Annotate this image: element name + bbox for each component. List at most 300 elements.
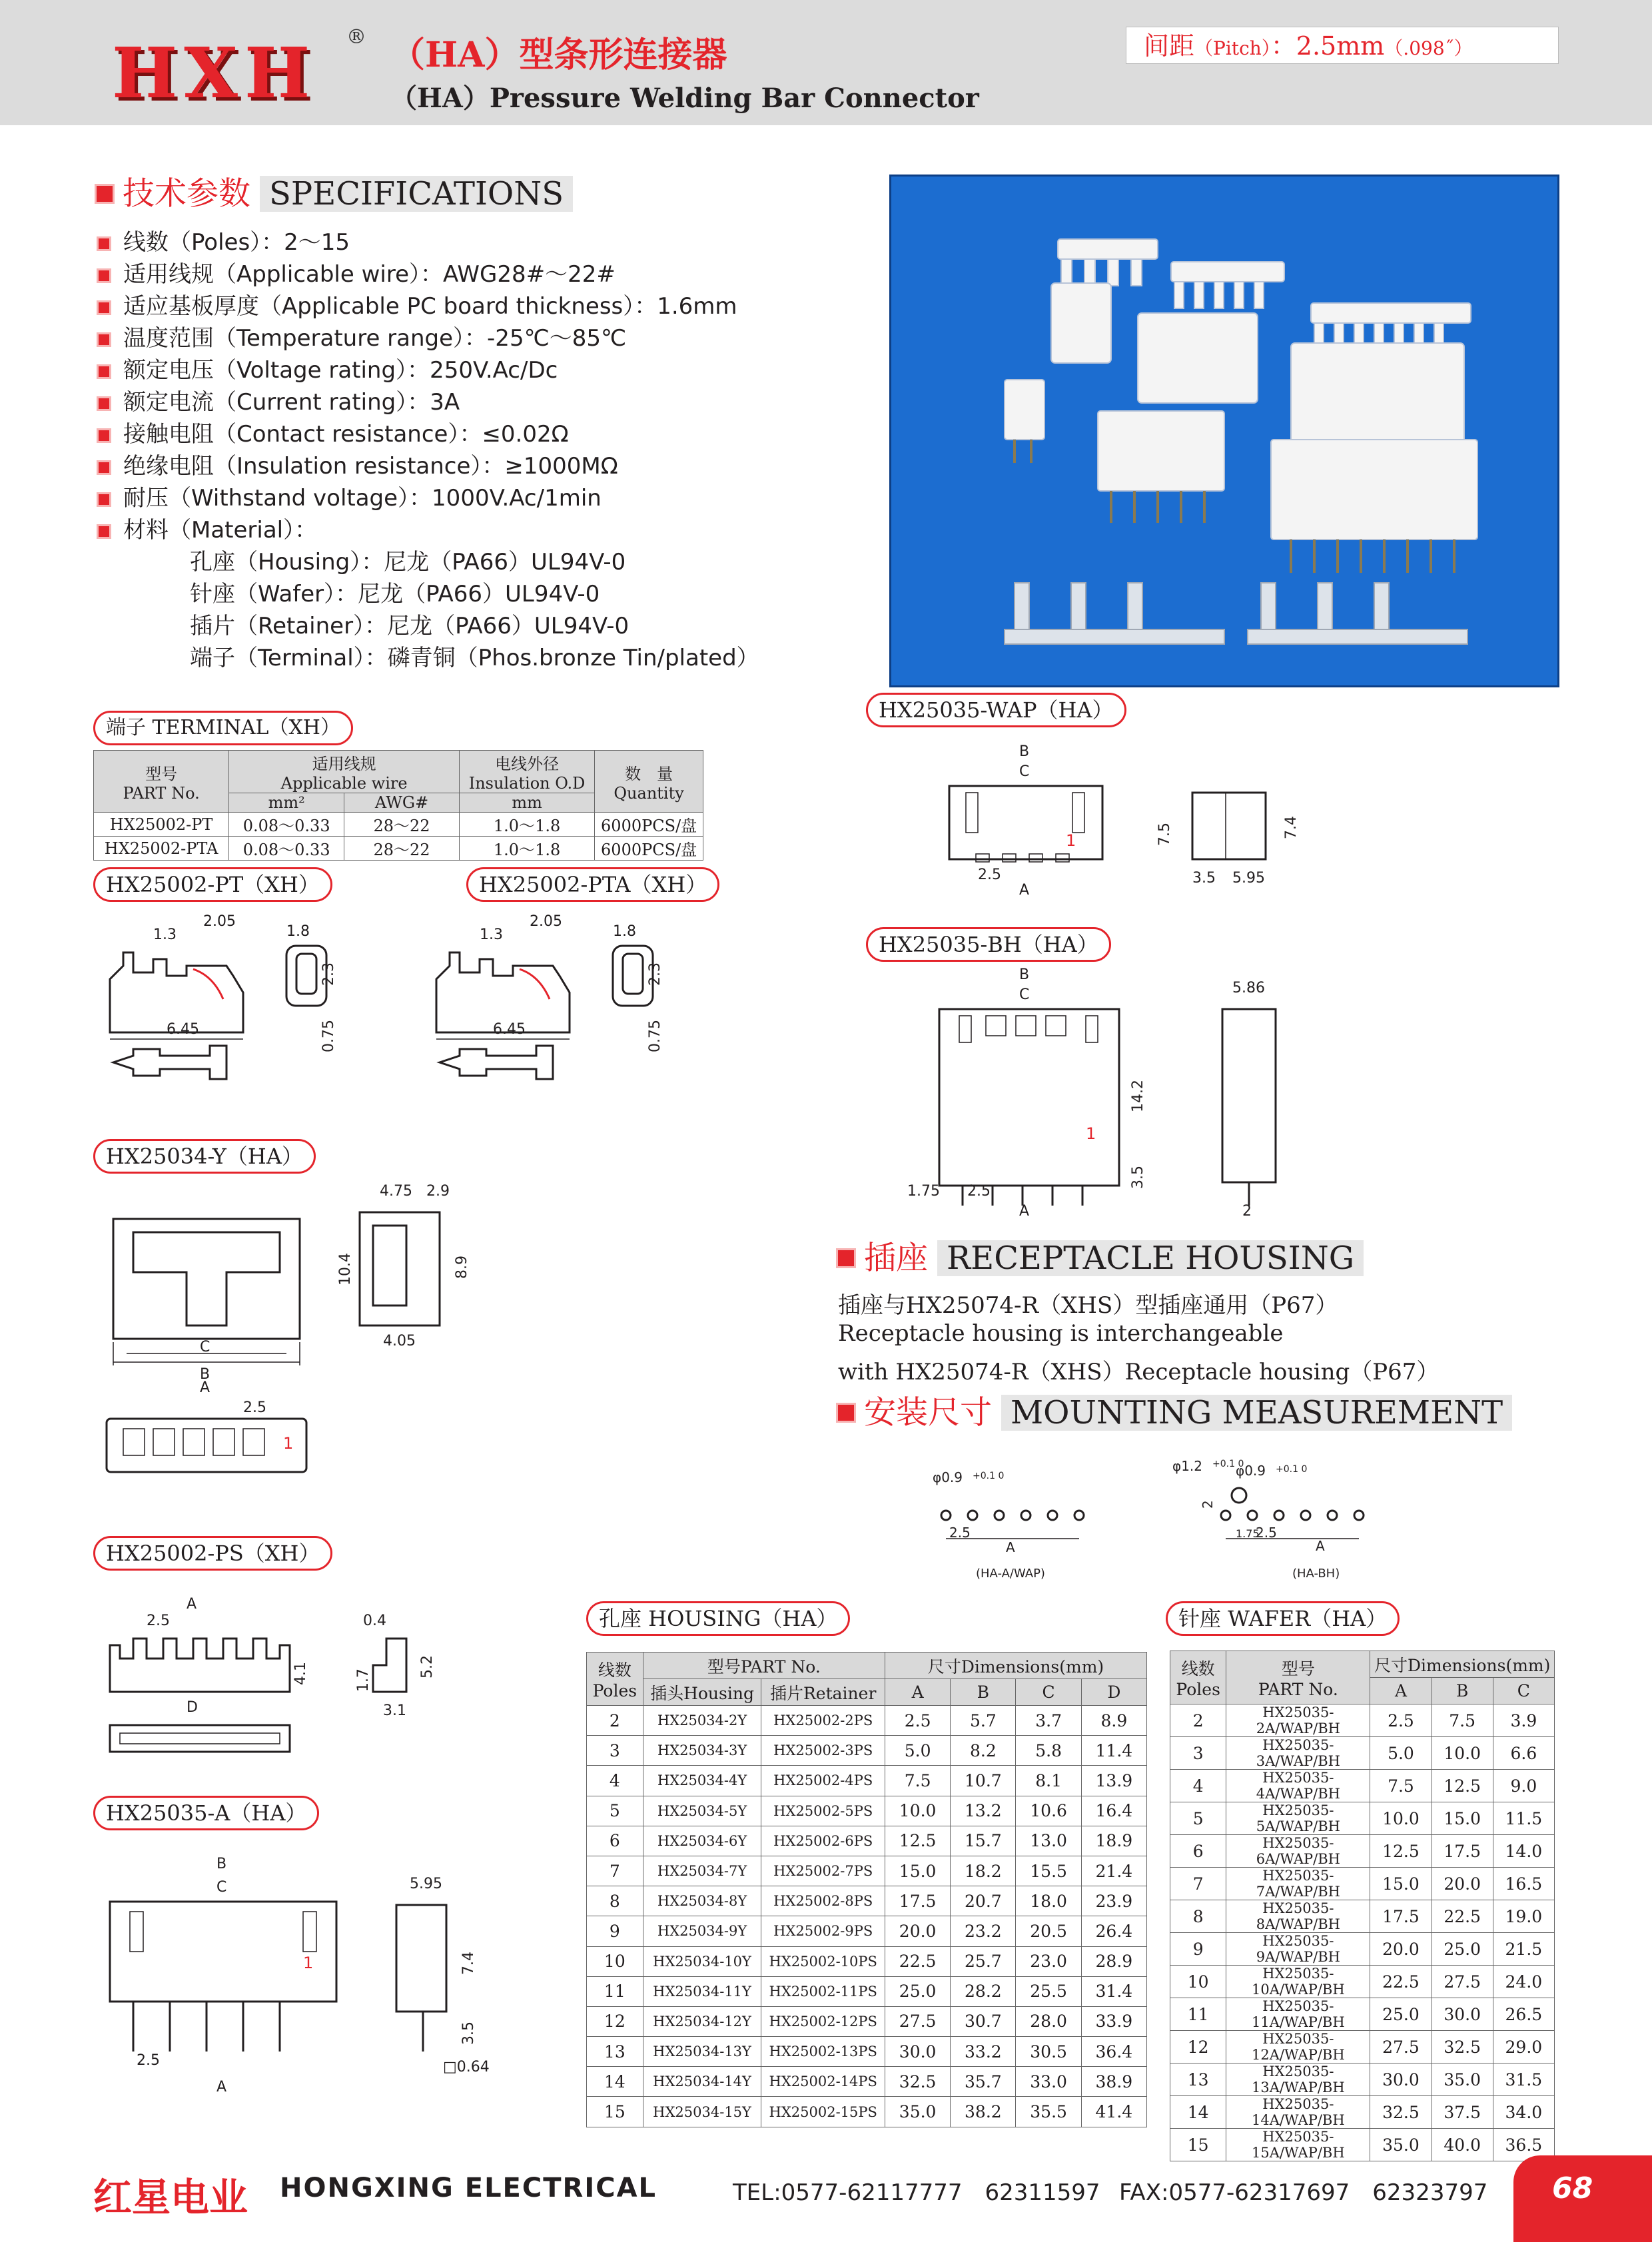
spec-text: 额定电流（Current rating）：3A [123, 389, 460, 416]
cell-a: 10.0 [1370, 1802, 1432, 1835]
label-bh: HX25035-BH（HA） [866, 927, 1111, 962]
cell-b: 30.7 [951, 2006, 1016, 2036]
cell-c: 8.1 [1016, 1766, 1081, 1796]
cell-a: 20.0 [1370, 1933, 1432, 1966]
mounting-ha-a-wap [919, 1459, 1132, 1585]
cell-a: 17.5 [1370, 1900, 1432, 1933]
bullet-icon [97, 396, 111, 411]
cell-poles: 15 [1170, 2129, 1226, 2161]
connector-illustration [891, 177, 1557, 685]
cell-c: 11.5 [1493, 1802, 1554, 1835]
col-od-en: Insulation O.D [468, 774, 586, 793]
dim-a: A [1019, 1203, 1030, 1220]
dim-2: 2 [1242, 1203, 1252, 1220]
cell-a: 5.0 [1370, 1737, 1432, 1770]
dim-6-45: 6.45 [493, 1021, 526, 1038]
cell-part: HX25002-PTA [94, 837, 229, 861]
bullet-icon [97, 268, 111, 283]
cell-retainer: HX25002-10PS [761, 1946, 885, 1976]
col-qty-en: Quantity [614, 783, 684, 803]
cell-a: 27.5 [1370, 2031, 1432, 2063]
cell-b: 35.0 [1432, 2063, 1493, 2096]
cell-a: 30.0 [885, 2037, 951, 2067]
spec-item [97, 482, 829, 514]
dim-a: A [200, 1379, 210, 1396]
cell-c: 3.7 [1016, 1706, 1081, 1736]
pt-drawing [93, 913, 380, 1112]
cell-poles: 9 [1170, 1933, 1226, 1966]
col-wire [229, 751, 460, 793]
table-row [1170, 1966, 1555, 1998]
dim-pitch: 2.5 [967, 1183, 991, 1200]
cell-poles: 15 [587, 2097, 643, 2127]
dim-c: C [200, 1339, 210, 1355]
cell-housing: HX25034-7Y [643, 1856, 761, 1886]
spec-text: 适用线规（Applicable wire）：AWG28#～22# [123, 261, 616, 288]
cell-poles: 3 [587, 1736, 643, 1766]
dim-pitch: 2.5 [243, 1399, 266, 1416]
table-row [1170, 1933, 1555, 1966]
cell-housing: HX25034-8Y [643, 1886, 761, 1916]
col-poles-en: Poles [1176, 1680, 1220, 1699]
dim-8-9: 8.9 [454, 1256, 470, 1279]
dim-pitch: 2.5 [1256, 1525, 1277, 1541]
cell-part: HX25002-PT [94, 813, 229, 837]
dim-1-8: 1.8 [286, 923, 310, 940]
cell-a: 22.5 [1370, 1966, 1432, 1998]
pin-one-mark: 1 [283, 1434, 294, 1453]
footer-tel: TEL:0577-62117777 62311597 [733, 2179, 1100, 2206]
col-part [1226, 1651, 1370, 1704]
cell-b: 25.7 [951, 1946, 1016, 1976]
cell-c: 31.5 [1493, 2063, 1554, 2096]
col-qty [595, 751, 703, 813]
cell-od: 1.0～1.8 [459, 813, 594, 837]
cell-retainer: HX25002-8PS [761, 1886, 885, 1916]
table-row [587, 1976, 1147, 2006]
cell-part: HX25035-4A/WAP/BH [1226, 1770, 1370, 1802]
receptacle-line-2: Receptacle housing is interchangeable [838, 1320, 1284, 1347]
bullet-icon [97, 364, 111, 379]
cell-poles: 10 [587, 1946, 643, 1976]
cell-poles: 8 [587, 1886, 643, 1916]
cell-poles: 14 [587, 2067, 643, 2097]
pitch-colon: ： [1270, 31, 1296, 61]
hole-diameter-small: φ0.9 [1236, 1463, 1266, 1479]
cell-c: 14.0 [1493, 1835, 1554, 1868]
bullet-icon [97, 236, 111, 251]
dim-2-05: 2.05 [203, 913, 236, 930]
col-a: A [1370, 1678, 1432, 1704]
spec-item [97, 386, 829, 418]
section-bullet-icon [95, 184, 115, 204]
section-bullet-icon [836, 1403, 856, 1423]
section-bullet-icon [836, 1248, 856, 1268]
col-model [94, 751, 229, 813]
cell-d: 18.9 [1081, 1826, 1146, 1856]
col-awg: AWG# [344, 793, 460, 813]
spec-text: 适应基板厚度（Applicable PC board thickness）：1.6mm [123, 293, 737, 320]
cell-a: 35.0 [1370, 2129, 1432, 2161]
spec-text: 线数（Poles）：2～15 [123, 229, 350, 256]
cell-b: 33.2 [951, 2037, 1016, 2067]
housing-table [586, 1652, 1147, 2127]
col-housing: 插头Housing [643, 1679, 761, 1706]
dim-4-75: 4.75 [380, 1183, 412, 1200]
label-ps: HX25002-PS（XH） [93, 1536, 332, 1571]
cell-part: HX25035-13A/WAP/BH [1226, 2063, 1370, 2096]
table-row [94, 837, 703, 861]
cell-part: HX25035-8A/WAP/BH [1226, 1900, 1370, 1933]
cell-housing: HX25034-14Y [643, 2067, 761, 2097]
cell-part: HX25035-3A/WAP/BH [1226, 1737, 1370, 1770]
cell-poles: 7 [1170, 1868, 1226, 1900]
cell-c: 9.0 [1493, 1770, 1554, 1802]
cell-d: 38.9 [1081, 2067, 1146, 2097]
cell-b: 10.0 [1432, 1737, 1493, 1770]
cell-poles: 4 [1170, 1770, 1226, 1802]
cell-poles: 9 [587, 1916, 643, 1946]
dim-1-75: 1.75 [1236, 1527, 1260, 1540]
cell-d: 28.9 [1081, 1946, 1146, 1976]
cell-retainer: HX25002-13PS [761, 2037, 885, 2067]
spec-text: 绝缘电阻（Insulation resistance）：≥1000MΩ [123, 453, 618, 480]
col-od-cn: 电线外径 [495, 755, 560, 773]
cell-c: 23.0 [1016, 1946, 1081, 1976]
cell-retainer: HX25002-3PS [761, 1736, 885, 1766]
footer-company-cn: 红星电业 [93, 2175, 248, 2220]
dim-pin-square: □0.64 [443, 2059, 490, 2075]
dim-b: B [216, 1856, 227, 1872]
col-dims: 尺寸Dimensions(mm) [1370, 1651, 1555, 1678]
dim-2: 2 [1200, 1500, 1216, 1509]
cell-housing: HX25034-4Y [643, 1766, 761, 1796]
table-row [587, 2037, 1147, 2067]
dim-b: B [1019, 743, 1030, 760]
a-wafer-drawing [93, 1852, 520, 2118]
cell-housing: HX25034-13Y [643, 2037, 761, 2067]
table-row [587, 1916, 1147, 1946]
cell-c: 15.5 [1016, 1856, 1081, 1886]
dim-14-2: 14.2 [1130, 1080, 1146, 1112]
spec-text: 接触电阻（Contact resistance）：≤0.02Ω [123, 421, 569, 448]
table-row [587, 2097, 1147, 2127]
dim-2-3: 2.3 [647, 962, 663, 986]
table-row [587, 1946, 1147, 1976]
material-item: 孔座（Housing）：尼龙（PA66）UL94V-0 [190, 549, 626, 575]
pin-one-mark: 1 [303, 1954, 314, 1972]
col-poles-cn: 线数 [598, 1661, 631, 1680]
table-row [1170, 1900, 1555, 1933]
page-title-en: （HA）Pressure Welding Bar Connector [390, 83, 979, 114]
mounting-title-en: MOUNTING MEASUREMENT [1001, 1395, 1512, 1431]
cell-b: 15.0 [1432, 1802, 1493, 1835]
terminal-label: 端子 TERMINAL（XH） [93, 711, 353, 745]
label-pt: HX25002-PT（XH） [93, 867, 332, 902]
cell-c: 21.5 [1493, 1933, 1554, 1966]
mounting-title-cn: 安装尺寸 [864, 1393, 993, 1431]
cell-b: 12.5 [1432, 1770, 1493, 1802]
dim-b: B [1019, 966, 1030, 983]
label-pta: HX25002-PTA（XH） [466, 867, 719, 902]
table-row [1170, 1835, 1555, 1868]
table-row [1170, 2031, 1555, 2063]
bullet-icon [97, 524, 111, 539]
cell-d: 36.4 [1081, 2037, 1146, 2067]
dim-3-5: 3.5 [1130, 1166, 1146, 1189]
table-row [1170, 2129, 1555, 2161]
dim-0-75: 0.75 [320, 1020, 337, 1052]
dim-a: A [1006, 1539, 1015, 1555]
cell-a: 17.5 [885, 1886, 951, 1916]
brand-logo: HXH [112, 32, 317, 114]
col-od [459, 751, 594, 793]
table-row [1170, 2096, 1555, 2129]
bullet-icon [97, 300, 111, 315]
specifications-title-cn: 技术参数 [123, 175, 251, 212]
cell-retainer: HX25002-5PS [761, 1796, 885, 1826]
spec-text: 材料（Material）： [123, 517, 318, 544]
cell-a: 10.0 [885, 1796, 951, 1826]
hole-tolerance-2: +0.1 0 [1276, 1464, 1308, 1475]
specifications-heading [95, 175, 573, 212]
cell-b: 7.5 [1432, 1704, 1493, 1737]
cell-part: HX25035-10A/WAP/BH [1226, 1966, 1370, 1998]
dim-1-7: 1.7 [355, 1669, 372, 1692]
cell-part: HX25035-5A/WAP/BH [1226, 1802, 1370, 1835]
table-row [94, 813, 703, 837]
table-row [1170, 1868, 1555, 1900]
pin-one-mark: 1 [1086, 1124, 1096, 1143]
dim-0-4: 0.4 [363, 1613, 386, 1629]
cell-poles: 10 [1170, 1966, 1226, 1998]
wap-drawing [933, 739, 1332, 899]
col-dims: 尺寸Dimensions(mm) [885, 1653, 1147, 1679]
dim-b: B [200, 1366, 210, 1383]
col-poles-cn: 线数 [1181, 1659, 1215, 1679]
pitch-box [1126, 27, 1559, 64]
cell-retainer: HX25002-4PS [761, 1766, 885, 1796]
dim-pitch: 2.5 [137, 2052, 160, 2069]
col-b: B [951, 1679, 1016, 1706]
cell-c: 33.0 [1016, 2067, 1081, 2097]
table-row [1170, 1704, 1555, 1737]
receptacle-title-en: RECEPTACLE HOUSING [937, 1240, 1364, 1276]
spec-item [97, 514, 829, 546]
footer-company-en: HONGXING ELECTRICAL [280, 2173, 657, 2203]
spec-item [97, 354, 829, 386]
dim-pitch: 2.5 [949, 1525, 971, 1541]
cell-c: 16.5 [1493, 1868, 1554, 1900]
table-row [1170, 2063, 1555, 2096]
material-item: 针座（Wafer）：尼龙（PA66）UL94V-0 [190, 581, 600, 607]
cell-retainer: HX25002-2PS [761, 1706, 885, 1736]
dim-2-9: 2.9 [426, 1183, 450, 1200]
col-qty-cn: 数 量 [625, 764, 673, 783]
pta-drawing [420, 913, 706, 1112]
cell-b: 13.2 [951, 1796, 1016, 1826]
table-row [587, 1706, 1147, 1736]
table-row [587, 1766, 1147, 1796]
dim-1-3: 1.3 [480, 927, 503, 943]
bullet-icon [97, 428, 111, 443]
col-mm2: mm² [229, 793, 344, 813]
cell-retainer: HX25002-7PS [761, 1856, 885, 1886]
col-part: 型号PART No. [643, 1653, 885, 1679]
cell-a: 25.0 [885, 1976, 951, 2006]
specifications-title-en: SPECIFICATIONS [260, 176, 573, 212]
cell-part: HX25035-12A/WAP/BH [1226, 2031, 1370, 2063]
cell-mm2: 0.08～0.33 [229, 813, 344, 837]
cell-a: 2.5 [885, 1706, 951, 1736]
cell-a: 35.0 [885, 2097, 951, 2127]
spec-item [97, 226, 829, 258]
cell-qty: 6000PCS/盘 [595, 813, 703, 837]
cell-b: 37.5 [1432, 2096, 1493, 2129]
cell-a: 30.0 [1370, 2063, 1432, 2096]
cell-housing: HX25034-10Y [643, 1946, 761, 1976]
spec-item [97, 258, 829, 290]
label-y: HX25034-Y（HA） [93, 1139, 316, 1174]
cell-a: 7.5 [1370, 1770, 1432, 1802]
cell-a: 12.5 [885, 1826, 951, 1856]
dim-pitch: 2.5 [978, 867, 1001, 883]
pin-one-mark: 1 [1066, 831, 1076, 850]
cell-c: 29.0 [1493, 2031, 1554, 2063]
cell-part: HX25035-15A/WAP/BH [1226, 2129, 1370, 2161]
cell-poles: 11 [587, 1976, 643, 2006]
dim-a: A [1019, 882, 1030, 899]
cell-housing: HX25034-15Y [643, 2097, 761, 2127]
cell-a: 20.0 [885, 1916, 951, 1946]
bullet-icon [97, 460, 111, 475]
col-part-cn: 型号 [1281, 1659, 1315, 1679]
cell-poles: 2 [1170, 1704, 1226, 1737]
cell-part: HX25035-14A/WAP/BH [1226, 2096, 1370, 2129]
cell-poles: 2 [587, 1706, 643, 1736]
cell-d: 11.4 [1081, 1736, 1146, 1766]
mounting-caption-right: (HA-BH) [1292, 1567, 1340, 1581]
cell-a: 32.5 [1370, 2096, 1432, 2129]
dim-0-75: 0.75 [647, 1020, 663, 1052]
cell-c: 34.0 [1493, 2096, 1554, 2129]
cell-b: 5.7 [951, 1706, 1016, 1736]
table-row [1170, 1998, 1555, 2031]
pitch-label: 间距 [1144, 31, 1195, 61]
spec-item [97, 322, 829, 354]
cell-a: 15.0 [1370, 1868, 1432, 1900]
cell-c: 19.0 [1493, 1900, 1554, 1933]
cell-poles: 3 [1170, 1737, 1226, 1770]
wafer-table [1170, 1651, 1555, 2161]
cell-b: 28.2 [951, 1976, 1016, 2006]
cell-retainer: HX25002-6PS [761, 1826, 885, 1856]
col-c: C [1493, 1678, 1554, 1704]
cell-housing: HX25034-5Y [643, 1796, 761, 1826]
dim-3-5: 3.5 [460, 2022, 477, 2045]
cell-b: 40.0 [1432, 2129, 1493, 2161]
y-housing-drawing [93, 1179, 493, 1512]
col-wire-cn: 适用线规 [312, 755, 376, 773]
col-poles-en: Poles [592, 1681, 637, 1700]
cell-c: 3.9 [1493, 1704, 1554, 1737]
dim-1-8: 1.8 [613, 923, 636, 940]
cell-b: 35.7 [951, 2067, 1016, 2097]
cell-housing: HX25034-12Y [643, 2006, 761, 2036]
cell-poles: 6 [587, 1826, 643, 1856]
cell-a: 22.5 [885, 1946, 951, 1976]
cell-poles: 6 [1170, 1835, 1226, 1868]
col-b: B [1432, 1678, 1493, 1704]
cell-poles: 8 [1170, 1900, 1226, 1933]
cell-b: 38.2 [951, 2097, 1016, 2127]
cell-a: 12.5 [1370, 1835, 1432, 1868]
cell-b: 20.0 [1432, 1868, 1493, 1900]
cell-c: 24.0 [1493, 1966, 1554, 1998]
cell-od: 1.0～1.8 [459, 837, 594, 861]
cell-b: 32.5 [1432, 2031, 1493, 2063]
page-title-cn: （HA）型条形连接器 [390, 35, 727, 75]
housing-table-label: 孔座 HOUSING（HA） [586, 1601, 850, 1636]
col-mm: mm [459, 793, 594, 813]
pitch-label-en: （Pitch） [1194, 37, 1271, 59]
receptacle-heading [836, 1239, 1364, 1276]
cell-b: 20.7 [951, 1886, 1016, 1916]
cell-awg: 28～22 [344, 813, 460, 837]
footer-fax: FAX:0577-62317697 62323797 [1119, 2179, 1488, 2206]
mounting-heading [836, 1393, 1512, 1431]
spec-text: 耐压（Withstand voltage）：1000V.Ac/1min [123, 485, 602, 512]
product-photo [889, 175, 1559, 687]
cell-d: 13.9 [1081, 1766, 1146, 1796]
dim-5-86: 5.86 [1232, 980, 1265, 996]
cell-b: 22.5 [1432, 1900, 1493, 1933]
cell-retainer: HX25002-14PS [761, 2067, 885, 2097]
dim-d: D [187, 1699, 198, 1716]
dim-5-2: 5.2 [419, 1655, 436, 1679]
dim-1-3: 1.3 [153, 927, 177, 943]
mounting-caption-left: (HA-A/WAP) [976, 1567, 1045, 1581]
cell-b: 18.2 [951, 1856, 1016, 1886]
spec-item [97, 290, 829, 322]
cell-b: 27.5 [1432, 1966, 1493, 1998]
pitch-inch: （.098˝） [1384, 37, 1473, 59]
cell-c: 5.8 [1016, 1736, 1081, 1766]
terminal-table [93, 750, 703, 861]
specifications-list [97, 226, 829, 674]
col-poles [1170, 1651, 1226, 1704]
hole-diameter: φ0.9 [933, 1469, 963, 1485]
cell-part: HX25035-9A/WAP/BH [1226, 1933, 1370, 1966]
dim-4-1: 4.1 [292, 1662, 309, 1685]
dim-3-5: 3.5 [1192, 870, 1216, 887]
cell-c: 28.0 [1016, 2006, 1081, 2036]
spec-text: 额定电压（Voltage rating）：250V.Ac/Dc [123, 357, 558, 384]
cell-a: 5.0 [885, 1736, 951, 1766]
cell-c: 10.6 [1016, 1796, 1081, 1826]
cell-part: HX25035-6A/WAP/BH [1226, 1835, 1370, 1868]
wafer-table-label: 针座 WAFER（HA） [1166, 1601, 1400, 1636]
cell-c: 18.0 [1016, 1886, 1081, 1916]
cell-b: 30.0 [1432, 1998, 1493, 2031]
cell-awg: 28～22 [344, 837, 460, 861]
cell-b: 23.2 [951, 1916, 1016, 1946]
material-item: 插片（Retainer）：尼龙（PA66）UL94V-0 [190, 613, 629, 639]
cell-poles: 4 [587, 1766, 643, 1796]
dim-6-45: 6.45 [167, 1021, 199, 1038]
table-row [587, 1856, 1147, 1886]
spec-text: 温度范围（Temperature range）：-25℃～85℃ [123, 325, 627, 352]
